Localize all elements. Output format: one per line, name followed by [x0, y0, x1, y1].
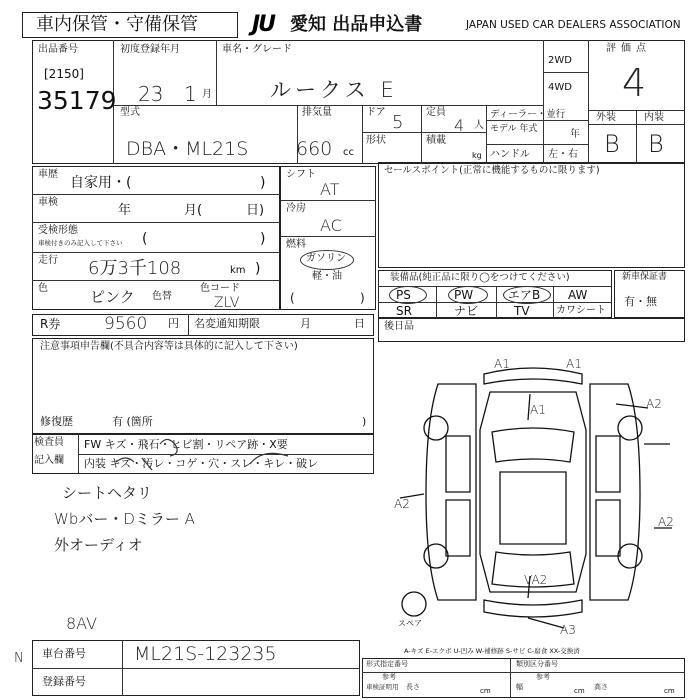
- warranty-value: 有・無: [624, 295, 657, 308]
- first-reg-unit: 月: [202, 89, 212, 100]
- equip-airbag: エアB: [508, 288, 541, 302]
- exterior-label: 外装: [596, 112, 616, 123]
- inspector-label2: 記入欄: [34, 455, 64, 466]
- width-label: 幅: [516, 683, 523, 691]
- notice-day: 日: [354, 317, 365, 330]
- load-label: 積載: [426, 135, 446, 146]
- model-label: 型式: [120, 107, 140, 118]
- mileage-value: 6万3千108: [88, 258, 182, 279]
- capacity-unit: 人: [474, 120, 484, 131]
- door-value: 5: [392, 112, 404, 133]
- later-date-label: 後日品: [384, 321, 414, 332]
- model-value: DBA・ML21S: [126, 138, 249, 160]
- exterior-grade: B: [604, 130, 620, 158]
- fuel-label: 燃料: [286, 239, 306, 250]
- car-name-label: 車名・グレード: [222, 44, 292, 55]
- fuel-paren-open: (: [290, 291, 295, 305]
- grade-label: 評価点: [606, 43, 651, 54]
- corner-mark: N: [14, 651, 24, 666]
- damage-a2-right-front: A2: [646, 397, 662, 411]
- car-name-value: ルークス E: [270, 78, 398, 102]
- mileage-label: 走行: [38, 255, 58, 266]
- capacity-value: 4: [454, 116, 465, 135]
- equip-aw: AW: [568, 288, 588, 302]
- damage-a2-right-rear: A2: [658, 515, 674, 529]
- class-label: 類別区分番号: [516, 660, 558, 668]
- interior-grade: B: [648, 130, 664, 158]
- cc-value: 660: [296, 138, 333, 160]
- damage-a1-front-right: A1: [566, 357, 582, 371]
- notes-label: 注意事項申告欄(不具合内容等は具体的に記入して下さい): [40, 341, 298, 352]
- interior-label: 内装: [644, 112, 664, 123]
- equip-ps: PS: [396, 288, 411, 302]
- equip-navi: ナビ: [454, 304, 479, 318]
- warranty-label: 新車保証書: [622, 272, 668, 282]
- history-close: ): [260, 175, 266, 191]
- storage-title: 車内保管・守備保管: [36, 14, 198, 35]
- aircon-label: 冷房: [286, 203, 306, 214]
- equipment-label: 装備品(純正品に限り◯をつけてください): [390, 272, 570, 283]
- chassis-label: 車台番号: [42, 647, 86, 660]
- lot-label: 出品番号: [38, 44, 78, 55]
- repair-label: 修復歴: [40, 415, 73, 428]
- color-change-label: 色替: [152, 291, 172, 302]
- shape-label: 形状: [366, 135, 386, 146]
- recycle-value: 9560: [104, 314, 148, 334]
- history-label: 車歴: [38, 169, 58, 180]
- recycle-unit: 円: [168, 317, 179, 330]
- damage-a2-left: A2: [394, 497, 410, 511]
- spare-label: スペア: [398, 619, 422, 628]
- reception-label: 受検形態: [38, 225, 78, 236]
- damage-legend: A-キズ E-エクボ U-凹み W-補修跡 S-サビ C-腐食 XX-交換済: [404, 647, 580, 655]
- length-label: 長さ: [406, 683, 420, 691]
- car-damage-diagram: [380, 344, 686, 644]
- damage-a1-front-left: A1: [494, 357, 510, 371]
- inspection-month: 月(: [184, 203, 203, 218]
- lot-code: [2150]: [44, 67, 84, 81]
- note-line4: 8AV: [66, 614, 98, 633]
- note-line3: 外オーディオ: [54, 536, 143, 554]
- repair-value: 有 (箇所: [112, 415, 153, 428]
- inspection-day: 日): [246, 203, 265, 218]
- chassis-value: ML21S-123235: [134, 643, 277, 665]
- sales-point-label: セールスポイント(正常に機能するものに限ります): [384, 165, 600, 176]
- ju-logo: JU: [252, 12, 275, 37]
- fuel-gasoline: ガソリン: [306, 253, 346, 264]
- fuel-diesel: 軽・油: [312, 271, 342, 282]
- height-label: 高さ: [594, 683, 608, 691]
- reception-sub: 車検付きのみ記入して下さい: [38, 239, 123, 247]
- model-year-label: モデル 年式: [490, 124, 538, 134]
- length-unit: cm: [480, 687, 491, 695]
- drive-2wd: 2WD: [548, 55, 572, 66]
- notice-label: 名変通知期限: [194, 317, 260, 330]
- dealer-label: ディーラー・並行: [490, 109, 566, 120]
- inspection-label: 車検: [38, 197, 58, 208]
- color-code-value: ZLV: [214, 295, 240, 311]
- drive-4wd: 4WD: [548, 82, 572, 93]
- grade-score: 4: [622, 61, 647, 105]
- repair-close: ): [362, 415, 367, 428]
- ref-label-1: 参考: [382, 673, 396, 681]
- ref-label-2: 参考: [536, 673, 550, 681]
- inspector-line1: FW キズ・飛石・ヒビ割・リペア跡・X要: [84, 438, 288, 451]
- width-unit: cm: [574, 687, 585, 695]
- org-title: 愛知 出品申込書: [290, 14, 423, 35]
- door-label: ドア: [366, 107, 386, 118]
- load-unit: kg: [472, 151, 482, 160]
- registration-label: 登録番号: [42, 675, 86, 688]
- inspector-line2: 内装 キズ・汚レ・コゲ・穴・スレ・キレ・破レ: [84, 457, 319, 470]
- fuel-paren-close: ): [360, 291, 365, 305]
- shift-label: シフト: [286, 169, 316, 180]
- damage-a1-hood: A1: [530, 403, 546, 417]
- height-unit: cm: [664, 687, 675, 695]
- shift-value: AT: [320, 180, 340, 199]
- handle-label: ハンドル: [490, 149, 530, 160]
- equip-pw: PW: [454, 288, 474, 302]
- damage-va2-rear: VA2: [524, 573, 548, 587]
- auction-sheet: 車内保管・守備保管 JU 愛知 出品申込書 JAPAN USED CAR DEALERS ASSOCIATION 出品番号 [2150] 35179 初度登録年月 23 1 月 車名・グレード ルークス E 2WD 4WD 型式 DBA・ML21S 排気量 660 cc ドア 5 形状 定員 4 人 積載 kg ディーラー・並行 モデル 年式 年 ハンドル 左・右 評価点 4 外装 内装 B B 車歴 自家用・( ) 車検 年 月( 日) 受検形態 車検付きのみ記入して下さい ( ) 走行 6万3千108 km 色 ピンク 色替 色コード ZLV シフト AT 冷房 AC 燃料 ガソリン 軽・油 ( ) セールスポイント(正常に機能するものに限ります) 装備品(純正品に限り◯をつけてください) PS PW エアB AW SR ナビ TV カワシート 新車保証書 有・無 R券 9560 円 名変通知期限 月 日 注意事項申告欄(不具合内容等は具体的に記入して下さい) 修復歴 有 (箇所 ) 後日品 検査員 記入欄 FW キズ・飛石・ヒビ割・リペア跡・X要 内装 キズ・汚レ・コゲ・穴・スレ・キレ・破レ シートヘタリ Wbバー・Dミラー A 外オーディオ 8AV N A1 A1 A1 A2 A2 A2 VA2 A3 スペア A-キズ E-エクボ U-凹み W-補修跡 S-サビ C-腐食 XX-交換済 車台番号 ML21S-123235 登録番号 形式指定番号 類別区分番号 参考 参考 車検証明用 長さ cm 幅 cm 高さ cm ): [0, 0, 700, 700]
- cc-label: 排気量: [302, 107, 332, 118]
- first-reg-month: 1: [184, 82, 197, 106]
- reception-value: (: [142, 231, 148, 247]
- history-value: 自家用・(: [70, 175, 132, 191]
- lot-number: 35179: [37, 86, 117, 115]
- first-reg-year: 23: [138, 82, 164, 106]
- cert-label: 車検証明用: [366, 683, 399, 691]
- first-reg-label: 初度登録年月: [120, 44, 180, 55]
- association-name: JAPAN USED CAR DEALERS ASSOCIATION: [466, 19, 681, 31]
- inspection-year: 年: [118, 203, 132, 218]
- inspector-label: 検査員: [34, 437, 64, 448]
- note-line2: Wbバー・Dミラー A: [54, 510, 195, 528]
- color-label: 色: [38, 283, 48, 294]
- color-value: ピンク: [90, 288, 135, 306]
- equip-tv: TV: [514, 304, 530, 318]
- cc-unit: cc: [343, 147, 354, 158]
- equip-seat: カワシート: [556, 305, 606, 316]
- year-unit: 年: [570, 129, 580, 140]
- capacity-label: 定員: [426, 107, 446, 118]
- aircon-value: AC: [320, 216, 342, 235]
- notice-month: 月: [300, 317, 311, 330]
- recycle-label: R券: [40, 317, 61, 331]
- damage-a3-bumper: A3: [560, 623, 576, 637]
- mileage-unit: km: [230, 265, 246, 276]
- equip-sr: SR: [396, 304, 412, 318]
- type-label: 形式指定番号: [366, 660, 408, 668]
- note-line1: シートヘタリ: [62, 484, 153, 502]
- color-code-label: 色コード: [200, 283, 240, 294]
- handle-value: 左・右: [548, 149, 578, 160]
